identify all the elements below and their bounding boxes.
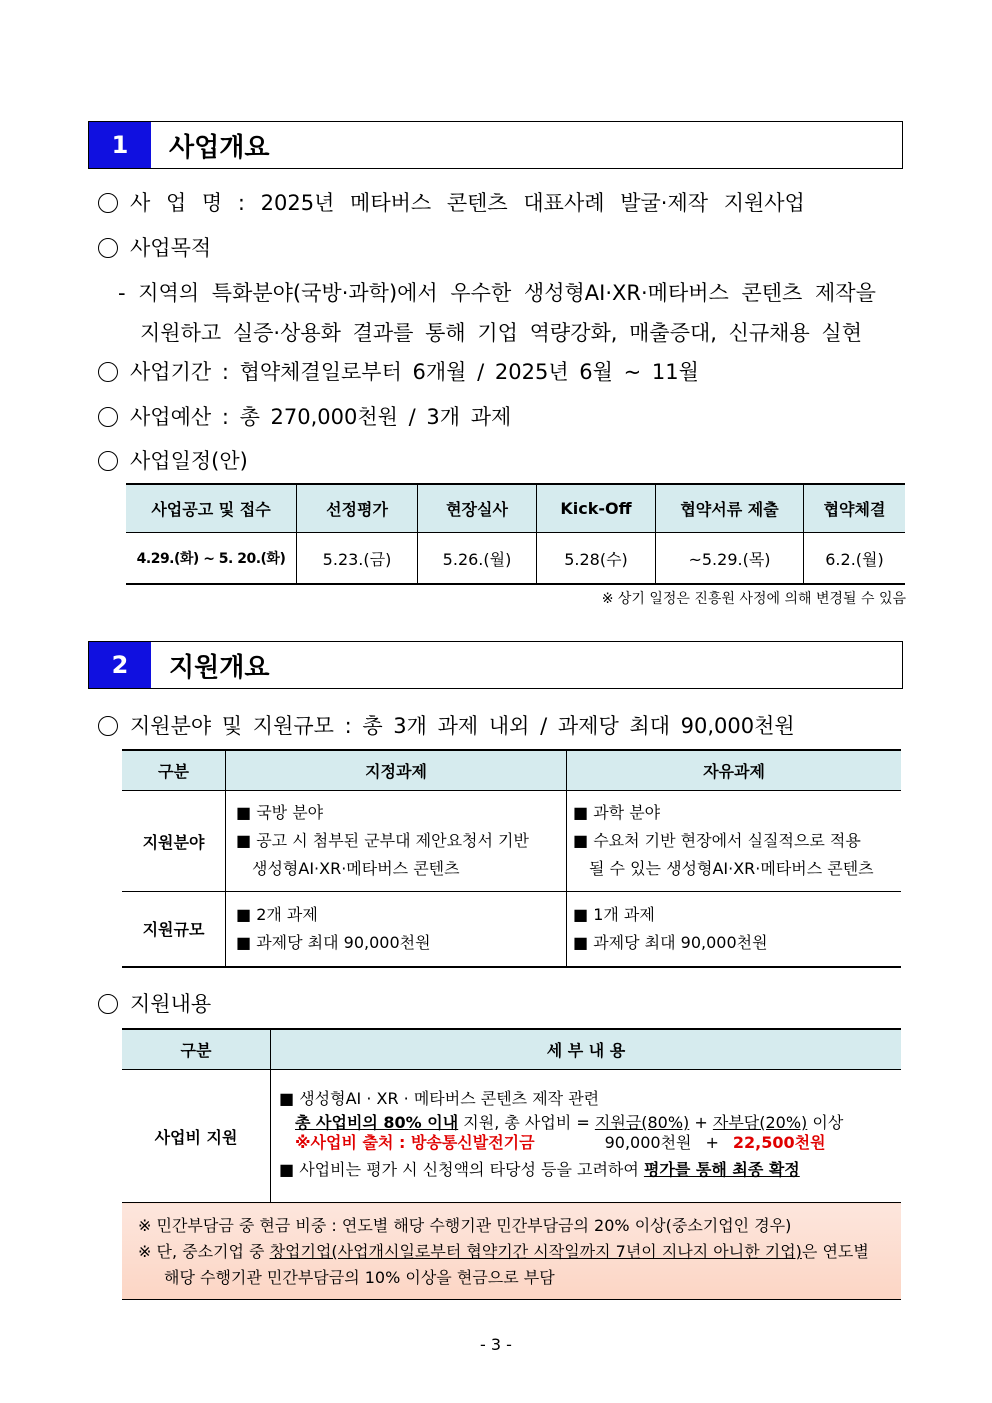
bullet-text: 될 수 있는 생성형AI·XR·메타버스 콘텐츠: [589, 859, 874, 878]
support-row-field: [122, 791, 901, 892]
note-2: ※ 단, 중소기업 중 창업기업(사업개시일로부터 협약기간 시작일까지 7년이 지나지 아니한 기업)은 연도별: [138, 1242, 869, 1261]
support-header: 자유과제: [567, 750, 902, 791]
bullet-text: ■ 2개 과제: [236, 904, 318, 924]
support-row-scale: [122, 892, 901, 967]
bullet-text: 생성형AI·XR·메타버스 콘텐츠: [252, 859, 460, 878]
support-table: [122, 749, 901, 968]
circle-bullet-icon: [98, 238, 118, 258]
circle-bullet-icon: [98, 193, 118, 213]
circle-bullet-icon: [98, 451, 118, 471]
section-number: 1: [89, 122, 151, 168]
designated-cell: [226, 892, 567, 967]
bullet-text: ■ 과제당 최대 90,000천원: [236, 932, 431, 952]
section-number: 2: [89, 642, 151, 688]
bullet-text: ■ 수요처 기반 현장에서 실질적으로 적용: [573, 831, 861, 850]
schedule-value: 5.26.(월): [418, 533, 537, 585]
note-1: ※ 민간부담금 중 현금 비중 : 연도별 해당 수행기관 민간부담금의 20% 이상(중소기업인 경우): [138, 1216, 792, 1235]
schedule-header-row: [126, 484, 905, 533]
row-label: 사업비 지원: [122, 1070, 271, 1203]
schedule-header: 선정평가: [297, 484, 418, 533]
schedule-value-row: [126, 533, 905, 585]
schedule-value: ~5.29.(목): [656, 533, 804, 585]
content-line-4: ■ 사업비는 평가 시 신청액의 타당성 등을 고려하여 평가를 통해 최종 확정: [279, 1160, 800, 1179]
content-header: 세 부 내 용: [271, 1029, 902, 1070]
schedule-value: 5.23.(금): [297, 533, 418, 585]
free-cell: [567, 892, 902, 967]
period-line: 사업기간 : 협약체결일로부터 6개월 / 2025년 6월 ~ 11월: [98, 356, 699, 386]
content-line-1: ■ 생성형AI · XR · 메타버스 콘텐츠 제작 관련: [279, 1089, 600, 1108]
budget-line: 사업예산 : 총 270,000천원 / 3개 과제: [98, 401, 511, 431]
section-header-2: [88, 641, 903, 689]
support-header: 구분: [122, 750, 226, 791]
content-row: [122, 1070, 901, 1203]
schedule-value: 4.29.(화) ~ 5. 20.(화): [126, 533, 297, 585]
bullet-text: ■ 1개 과제: [573, 904, 655, 924]
schedule-value: 6.2.(월): [804, 533, 906, 585]
circle-bullet-icon: [98, 994, 118, 1014]
schedule-note: ※ 상기 일정은 진흥원 사정에 의해 변경될 수 있음: [601, 591, 906, 607]
content-line-3: ※사업비 출처 : 방송통신발전기금 90,000천원 + 22,500천원: [295, 1133, 826, 1152]
note-row: [122, 1203, 901, 1300]
purpose-detail-1: - 지역의 특화분야(국방·과학)에서 우수한 생성형AI·XR·메타버스 콘텐츠 제작을: [118, 281, 876, 305]
row-label: 지원규모: [122, 892, 226, 967]
section-title: 사업개요: [169, 132, 270, 163]
bullet-text: ■ 공고 시 첨부된 군부대 제안요청서 기반: [236, 831, 529, 850]
section-header-1: [88, 121, 903, 169]
content-line-2: 총 사업비의 80% 이내 지원, 총 사업비 = 지원금(80%) + 자부담(20%) 이상: [295, 1113, 844, 1132]
schedule-header: 협약체결: [804, 484, 906, 533]
bullet-text: ■ 과학 분야: [573, 803, 661, 822]
scope-line: 지원분야 및 지원규모 : 총 3개 과제 내외 / 과제당 최대 90,000천원: [98, 710, 795, 740]
content-header-row: [122, 1029, 901, 1070]
schedule-table: [126, 483, 905, 585]
content-line: 지원내용: [98, 988, 211, 1018]
section-title: 지원개요: [169, 652, 270, 683]
schedule-header: 협약서류 제출: [656, 484, 804, 533]
content-table: [122, 1028, 901, 1300]
row-label: 지원분야: [122, 791, 226, 892]
note-box: [122, 1203, 901, 1300]
circle-bullet-icon: [98, 362, 118, 382]
bullet-text: ■ 과제당 최대 90,000천원: [573, 932, 768, 952]
purpose-line: 사업목적: [98, 232, 211, 262]
content-cell: [271, 1070, 902, 1203]
schedule-header: Kick-Off: [537, 484, 656, 533]
circle-bullet-icon: [98, 716, 118, 736]
note-3: 해당 수행기관 민간부담금의 10% 이상을 현금으로 부담: [164, 1268, 555, 1287]
circle-bullet-icon: [98, 407, 118, 427]
free-cell: [567, 791, 902, 892]
schedule-line: 사업일정(안): [98, 445, 248, 475]
content-header: 구분: [122, 1029, 271, 1070]
support-header-row: [122, 750, 901, 791]
purpose-detail-2: 지원하고 실증·상용화 결과를 통해 기업 역량강화, 매출증대, 신규채용 실현: [140, 321, 863, 345]
schedule-header: 사업공고 및 접수: [126, 484, 297, 533]
bullet-text: ■ 국방 분야: [236, 803, 324, 822]
business-name-line: 사 업 명 : 2025년 메타버스 콘텐츠 대표사례 발굴·제작 지원사업: [98, 187, 805, 217]
schedule-header: 현장실사: [418, 484, 537, 533]
support-header: 지정과제: [226, 750, 567, 791]
schedule-value: 5.28(수): [537, 533, 656, 585]
designated-cell: [226, 791, 567, 892]
page-number: - 3 -: [480, 1335, 512, 1354]
